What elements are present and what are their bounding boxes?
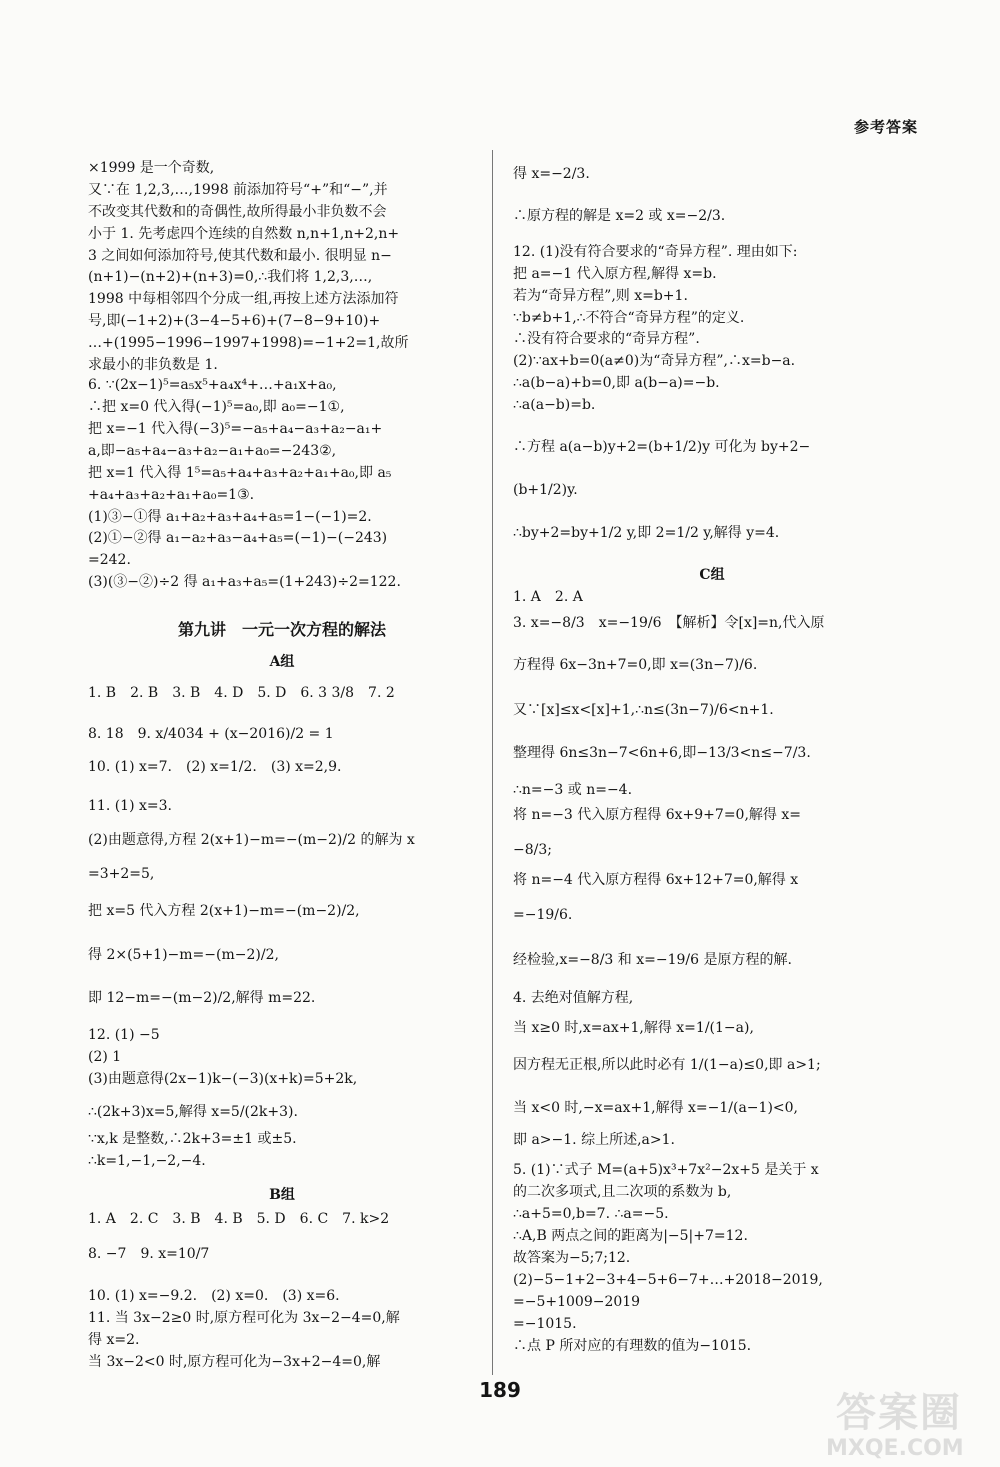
answer-line: 11. 当 3x−2≥0 时,原方程可化为 3x−2−4=0,解 — [88, 1310, 400, 1326]
watermark-top-text: 答案圈 — [836, 1390, 962, 1436]
answer-line: 得 2×(5+1)−m=−(m−2)/2, — [88, 947, 279, 963]
column-divider — [492, 150, 493, 1375]
answer-line: 把 x=1 代入得 1⁵=a₅+a₄+a₃+a₂+a₁+a₀,即 a₅ — [88, 465, 392, 481]
answer-line: 即 a>−1. 综上所述,a>1. — [513, 1132, 675, 1148]
answer-line: 12. (1) −5 — [88, 1027, 160, 1043]
answer-line: (2)−5−1+2−3+4−5+6−7+…+2018−2019, — [513, 1272, 823, 1288]
answer-line: 8. −7 9. x=10/7 — [88, 1246, 210, 1262]
answer-line: 10. (1) x=7. (2) x=1/2. (3) x=2,9. — [88, 759, 342, 775]
answer-line: 当 3x−2<0 时,原方程可化为−3x+2−4=0,解 — [88, 1354, 381, 1370]
section-heading: B组 — [269, 1187, 295, 1203]
answer-line: 1. A 2. C 3. B 4. B 5. D 6. C 7. k>2 — [88, 1211, 390, 1227]
answer-line: (b+1/2)y. — [513, 482, 578, 498]
answer-line: ∴by+2=by+1/2 y,即 2=1/2 y,解得 y=4. — [513, 525, 780, 541]
answer-line: 号,即(−1+2)+(3−4−5+6)+(7−8−9+10)+ — [88, 313, 381, 329]
answer-line: ∴没有符合要求的“奇异方程”. — [513, 331, 700, 347]
page-header-title: 参考答案 — [853, 118, 918, 136]
answer-line: 当 x≥0 时,x=ax+1,解得 x=1/(1−a), — [513, 1020, 754, 1036]
watermark-bottom-text: MXQE.COM — [826, 1436, 964, 1461]
answer-line: ∵x,k 是整数,∴2k+3=±1 或±5. — [88, 1131, 297, 1147]
answer-line: …+(1995−1996−1997+1998)=−1+2=1,故所 — [88, 335, 409, 351]
answer-line: 3 之间如何添加符号,使其代数和最小. 很明显 n− — [88, 248, 392, 264]
answer-line: ∴a(b−a)+b=0,即 a(b−a)=−b. — [513, 375, 720, 391]
answer-line: 的二次多项式,且二次项的系数为 b, — [513, 1184, 732, 1200]
answer-line: ∴k=1,−1,−2,−4. — [88, 1153, 206, 1169]
answer-line: 若为“奇异方程”,则 x=b+1. — [513, 288, 688, 304]
answer-line: 将 n=−3 代入原方程得 6x+9+7=0,解得 x= — [513, 807, 801, 823]
answer-line: ∴原方程的解是 x=2 或 x=−2/3. — [513, 208, 726, 224]
answer-line: =−1015. — [513, 1316, 577, 1332]
answer-line: (n+1)−(n+2)+(n+3)=0,∴我们将 1,2,3,…, — [88, 269, 373, 285]
answer-line: (3)由题意得(2x−1)k−(−3)(x+k)=5+2k, — [88, 1071, 358, 1087]
answer-line: (1)③−①得 a₁+a₂+a₃+a₄+a₅=1−(−1)=2. — [88, 509, 372, 525]
answer-line: ∴n=−3 或 n=−4. — [513, 782, 633, 798]
answer-line: ∴a(a−b)=b. — [513, 397, 596, 413]
answer-line: =3+2=5, — [88, 866, 155, 882]
answer-line: 因方程无正根,所以此时必有 1/(1−a)≤0,即 a>1; — [513, 1057, 821, 1073]
answer-line: −8/3; — [513, 842, 552, 858]
answer-line: =242. — [88, 552, 131, 568]
answer-line: +a₄+a₃+a₂+a₁+a₀=1③. — [88, 487, 255, 503]
answer-line: 得 x=2. — [88, 1332, 140, 1348]
answer-line: ∴(2k+3)x=5,解得 x=5/(2k+3). — [88, 1104, 298, 1120]
section-heading: 第九讲 一元一次方程的解法 — [177, 620, 386, 639]
answer-line: 方程得 6x−3n+7=0,即 x=(3n−7)/6. — [513, 657, 758, 673]
answer-line: 1. B 2. B 3. B 4. D 5. D 6. 3 3/8 7. 2 — [88, 685, 395, 701]
answer-line: (2) 1 — [88, 1049, 122, 1065]
answer-line: 得 x=−2/3. — [513, 166, 590, 182]
answer-line: 不改变其代数和的奇偶性,故所得最小非负数不会 — [88, 204, 387, 220]
answer-line: 3. x=−8/3 x=−19/6 【解析】令[x]=n,代入原 — [513, 615, 825, 631]
answer-line: 又∵在 1,2,3,…,1998 前添加符号“+”和“−”,并 — [88, 182, 388, 198]
answer-line: 1998 中每相邻四个分成一组,再按上述方法添加符 — [88, 291, 399, 307]
answer-line: a,即−a₅+a₄−a₃+a₂−a₁+a₀=−243②, — [88, 443, 337, 459]
answer-line: 11. (1) x=3. — [88, 798, 172, 814]
section-heading: A组 — [269, 654, 295, 670]
answer-line: 故答案为−5;7;12. — [513, 1250, 631, 1266]
answer-line: 5. (1)∵式子 M=(a+5)x³+7x²−2x+5 是关于 x — [513, 1162, 819, 1178]
answer-line: 把 a=−1 代入原方程,解得 x=b. — [513, 266, 717, 282]
answer-line: (2)①−②得 a₁−a₂+a₃−a₄+a₅=(−1)−(−243) — [88, 530, 388, 546]
answer-line: 求最小的非负数是 1. — [88, 357, 218, 373]
answer-line: ×1999 是一个奇数, — [88, 160, 215, 176]
answer-line: (2)∵ax+b=0(a≠0)为“奇异方程”,∴x=b−a. — [513, 353, 796, 369]
answer-line: 经检验,x=−8/3 和 x=−19/6 是原方程的解. — [513, 952, 792, 968]
answer-line: 把 x=5 代入方程 2(x+1)−m=−(m−2)/2, — [88, 903, 360, 919]
answer-line: 将 n=−4 代入原方程得 6x+12+7=0,解得 x — [513, 872, 799, 888]
answer-line: ∴方程 a(a−b)y+2=(b+1/2)y 可化为 by+2− — [513, 439, 811, 455]
answer-line: 8. 18 9. x/4034 + (x−2016)/2 = 1 — [88, 726, 334, 742]
watermark-logo — [826, 1381, 976, 1461]
answer-line: 小于 1. 先考虑四个连续的自然数 n,n+1,n+2,n+ — [88, 226, 400, 242]
answer-line: 1. A 2. A — [513, 589, 583, 605]
answer-line: ∴A,B 两点之间的距离为|−5|+7=12. — [513, 1228, 748, 1244]
section-heading: C组 — [699, 567, 725, 583]
answer-line: (2)由题意得,方程 2(x+1)−m=−(m−2)/2 的解为 x — [88, 832, 415, 848]
answer-line: 即 12−m=−(m−2)/2,解得 m=22. — [88, 990, 316, 1006]
answer-line: =−19/6. — [513, 907, 573, 923]
answer-line: 又∵[x]≤x<[x]+1,∴n≤(3n−7)/6<n+1. — [513, 702, 774, 718]
answer-line: ∴点 P 所对应的有理数的值为−1015. — [513, 1338, 752, 1354]
answer-line: 6. ∵(2x−1)⁵=a₅x⁵+a₄x⁴+…+a₁x+a₀, — [88, 377, 337, 393]
answer-line: 12. (1)没有符合要求的“奇异方程”. 理由如下: — [513, 244, 798, 260]
answer-line: 10. (1) x=−9.2. (2) x=0. (3) x=6. — [88, 1288, 340, 1304]
answer-line: 当 x<0 时,−x=ax+1,解得 x=−1/(a−1)<0, — [513, 1100, 798, 1116]
answer-line: =−5+1009−2019 — [513, 1294, 641, 1310]
answer-line: 把 x=−1 代入得(−3)⁵=−a₅+a₄−a₃+a₂−a₁+ — [88, 421, 383, 437]
answer-line: ∵b≠b+1,∴不符合“奇异方程”的定义. — [513, 310, 745, 326]
page-number: 189 — [479, 1378, 521, 1402]
answer-line: ∴把 x=0 代入得(−1)⁵=a₀,即 a₀=−1①, — [88, 399, 345, 415]
answer-line: (3)(③−②)÷2 得 a₁+a₃+a₅=(1+243)÷2=122. — [88, 574, 401, 590]
answer-line: 4. 去绝对值解方程, — [513, 990, 634, 1006]
answer-line: ∴a+5=0,b=7. ∴a=−5. — [513, 1206, 669, 1222]
answer-line: 整理得 6n≤3n−7<6n+6,即−13/3<n≤−7/3. — [513, 745, 811, 761]
